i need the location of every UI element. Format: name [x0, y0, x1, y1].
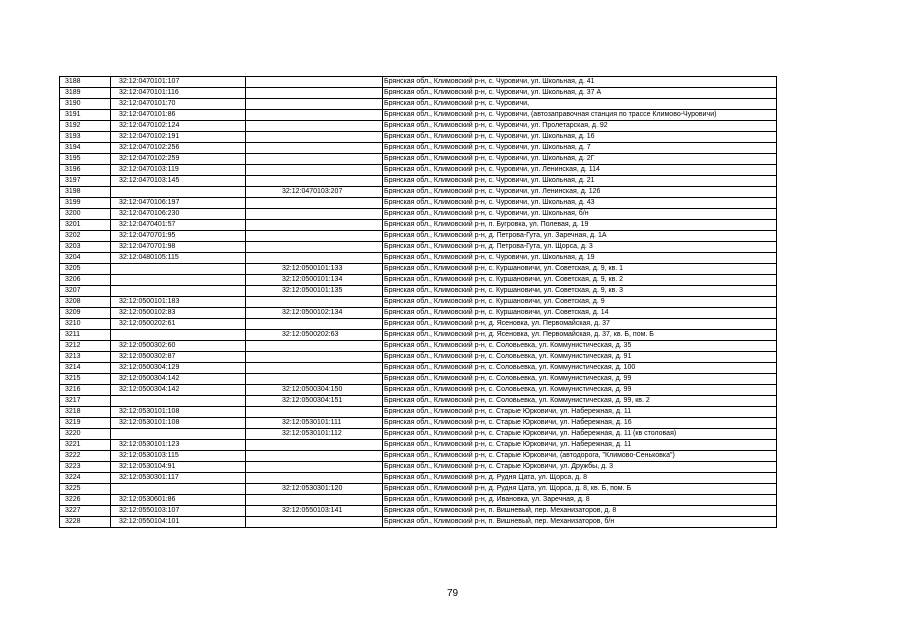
old-cadastral-number-cell: 32:12:0500302:60: [111, 341, 246, 352]
row-number-cell: 3197: [60, 176, 111, 187]
old-cadastral-number-cell: 32:12:0530101:123: [111, 440, 246, 451]
new-cadastral-number-cell: 32:12:0550103:141: [246, 506, 383, 517]
row-number-cell: 3200: [60, 209, 111, 220]
row-number-cell: 3226: [60, 495, 111, 506]
new-cadastral-number-cell: [246, 110, 383, 121]
old-cadastral-number-cell: 32:12:0500102:83: [111, 308, 246, 319]
new-cadastral-number-cell: [246, 374, 383, 385]
page-number: 79: [446, 588, 459, 599]
address-cell: Брянская обл., Климовский р-н, с. Куршановичи, ул. Советская, д. 9, кв. 2: [383, 275, 777, 286]
row-number-cell: 3189: [60, 88, 111, 99]
address-cell: Брянская обл., Климовский р-н, с. Соловьевка, ул. Коммунистическая, д. 99, кв. 2: [383, 396, 777, 407]
address-cell: Брянская обл., Климовский р-н, д. Рудня Цата, ул. Щорса, д. 8: [383, 473, 777, 484]
old-cadastral-number-cell: 32:12:0500304:142: [111, 374, 246, 385]
new-cadastral-number-cell: [246, 99, 383, 110]
address-cell: Брянская обл., Климовский р-н, с. Куршановичи, ул. Советская, д. 9: [383, 297, 777, 308]
table-row: [60, 88, 777, 99]
new-cadastral-number-cell: [246, 121, 383, 132]
row-number-cell: 3202: [60, 231, 111, 242]
row-number-cell: 3204: [60, 253, 111, 264]
address-cell: Брянская обл., Климовский р-н, с. Чуровичи, ул. Школьная, д. 7: [383, 143, 777, 154]
row-number-cell: 3207: [60, 286, 111, 297]
address-cell: Брянская обл., Климовский р-н, с. Чуровичи,: [383, 99, 777, 110]
table-row: [60, 231, 777, 242]
old-cadastral-number-cell: [111, 330, 246, 341]
new-cadastral-number-cell: [246, 77, 383, 88]
new-cadastral-number-cell: [246, 319, 383, 330]
address-cell: Брянская обл., Климовский р-н, д. Рудня Цата, ул. Щорса, д. 8, кв. Б, пом. Б: [383, 484, 777, 495]
table-row: [60, 165, 777, 176]
address-cell: Брянская обл., Климовский р-н, с. Куршановичи, ул. Советская, д. 9, кв. 1: [383, 264, 777, 275]
new-cadastral-number-cell: [246, 88, 383, 99]
address-cell: Брянская обл., Климовский р-н, с. Чуровичи, (автозаправочная станция по трассе Климово-Чуровичи): [383, 110, 777, 121]
row-number-cell: 3206: [60, 275, 111, 286]
address-cell: Брянская обл., Климовский р-н, п. Вишневый, пер. Механизаторов, д. 8: [383, 506, 777, 517]
new-cadastral-number-cell: 32:12:0500101:134: [246, 275, 383, 286]
old-cadastral-number-cell: 32:12:0470401:57: [111, 220, 246, 231]
new-cadastral-number-cell: [246, 440, 383, 451]
old-cadastral-number-cell: 32:12:0530101:108: [111, 418, 246, 429]
old-cadastral-number-cell: [111, 429, 246, 440]
old-cadastral-number-cell: 32:12:0470102:191: [111, 132, 246, 143]
table-row: [60, 308, 777, 319]
row-number-cell: 3213: [60, 352, 111, 363]
row-number-cell: 3223: [60, 462, 111, 473]
row-number-cell: 3220: [60, 429, 111, 440]
table-row: [60, 451, 777, 462]
old-cadastral-number-cell: [111, 275, 246, 286]
old-cadastral-number-cell: 32:12:0470102:124: [111, 121, 246, 132]
registry-table-container: [59, 76, 776, 528]
address-cell: Брянская обл., Климовский р-н, д. Петрова-Гута, ул. Щорса, д. 3: [383, 242, 777, 253]
address-cell: Брянская обл., Климовский р-н, с. Чуровичи, ул. Пролетарская, д. 92: [383, 121, 777, 132]
new-cadastral-number-cell: [246, 517, 383, 528]
old-cadastral-number-cell: 32:12:0500304:129: [111, 363, 246, 374]
new-cadastral-number-cell: [246, 363, 383, 374]
address-cell: Брянская обл., Климовский р-н, с. Старые Юрковичи, ул. Набережная, д. 16: [383, 418, 777, 429]
new-cadastral-number-cell: [246, 220, 383, 231]
old-cadastral-number-cell: 32:12:0500304:142: [111, 385, 246, 396]
address-cell: Брянская обл., Климовский р-н, с. Куршановичи, ул. Советская, д. 14: [383, 308, 777, 319]
row-number-cell: 3216: [60, 385, 111, 396]
old-cadastral-number-cell: 32:12:0530103:115: [111, 451, 246, 462]
row-number-cell: 3198: [60, 187, 111, 198]
address-cell: Брянская обл., Климовский р-н, с. Чуровичи, ул. Школьная, д. 16: [383, 132, 777, 143]
table-row: [60, 275, 777, 286]
new-cadastral-number-cell: [246, 165, 383, 176]
new-cadastral-number-cell: [246, 352, 383, 363]
row-number-cell: 3219: [60, 418, 111, 429]
row-number-cell: 3211: [60, 330, 111, 341]
table-row: [60, 429, 777, 440]
table-row: [60, 363, 777, 374]
address-cell: Брянская обл., Климовский р-н, д. Петрова-Гута, ул. Заречная, д. 1А: [383, 231, 777, 242]
address-cell: Брянская обл., Климовский р-н, с. Чуровичи, ул. Ленинская, д. 126: [383, 187, 777, 198]
old-cadastral-number-cell: 32:12:0480105:115: [111, 253, 246, 264]
table-row: [60, 374, 777, 385]
old-cadastral-number-cell: 32:12:0470101:116: [111, 88, 246, 99]
new-cadastral-number-cell: [246, 132, 383, 143]
row-number-cell: 3191: [60, 110, 111, 121]
row-number-cell: 3188: [60, 77, 111, 88]
address-cell: Брянская обл., Климовский р-н, с. Куршановичи, ул. Советская, д. 9, кв. 3: [383, 286, 777, 297]
table-row: [60, 352, 777, 363]
table-row: [60, 462, 777, 473]
old-cadastral-number-cell: 32:12:0530601:86: [111, 495, 246, 506]
row-number-cell: 3208: [60, 297, 111, 308]
new-cadastral-number-cell: 32:12:0500101:135: [246, 286, 383, 297]
old-cadastral-number-cell: 32:12:0470103:145: [111, 176, 246, 187]
table-row: [60, 440, 777, 451]
old-cadastral-number-cell: 32:12:0470106:230: [111, 209, 246, 220]
new-cadastral-number-cell: [246, 143, 383, 154]
table-row: [60, 484, 777, 495]
table-row: [60, 198, 777, 209]
address-cell: Брянская обл., Климовский р-н, д. Ясеновка, ул. Первомайская, д. 37: [383, 319, 777, 330]
new-cadastral-number-cell: [246, 154, 383, 165]
new-cadastral-number-cell: [246, 242, 383, 253]
old-cadastral-number-cell: 32:12:0470106:197: [111, 198, 246, 209]
address-cell: Брянская обл., Климовский р-н, с. Старые Юрковичи, ул. Набережная, д. 11 (кв столовая): [383, 429, 777, 440]
address-cell: Брянская обл., Климовский р-н, с. Чуровичи, ул. Школьная, д. 2Г: [383, 154, 777, 165]
address-cell: Брянская обл., Климовский р-н, с. Чуровичи, ул. Школьная, д. 21: [383, 176, 777, 187]
new-cadastral-number-cell: 32:12:0530301:120: [246, 484, 383, 495]
row-number-cell: 3221: [60, 440, 111, 451]
old-cadastral-number-cell: 32:12:0530101:108: [111, 407, 246, 418]
row-number-cell: 3203: [60, 242, 111, 253]
old-cadastral-number-cell: 32:12:0470701:98: [111, 242, 246, 253]
new-cadastral-number-cell: [246, 176, 383, 187]
table-row: [60, 418, 777, 429]
table-row: [60, 473, 777, 484]
table-row: [60, 506, 777, 517]
registry-table-body: [60, 77, 777, 528]
new-cadastral-number-cell: 32:12:0500101:133: [246, 264, 383, 275]
new-cadastral-number-cell: 32:12:0530101:111: [246, 418, 383, 429]
address-cell: Брянская обл., Климовский р-н, д. Ивановка, ул. Заречная, д. 8: [383, 495, 777, 506]
table-row: [60, 495, 777, 506]
address-cell: Брянская обл., Климовский р-н, с. Соловьевка, ул. Коммунистическая, д. 99: [383, 374, 777, 385]
old-cadastral-number-cell: 32:12:0500101:183: [111, 297, 246, 308]
new-cadastral-number-cell: 32:12:0500304:150: [246, 385, 383, 396]
new-cadastral-number-cell: [246, 341, 383, 352]
address-cell: Брянская обл., Климовский р-н, с. Старые Юрковичи, ул. Набережная, д. 11: [383, 407, 777, 418]
registry-table: [59, 76, 777, 528]
table-row: [60, 187, 777, 198]
table-row: [60, 143, 777, 154]
new-cadastral-number-cell: [246, 495, 383, 506]
new-cadastral-number-cell: [246, 297, 383, 308]
row-number-cell: 3214: [60, 363, 111, 374]
address-cell: Брянская обл., Климовский р-н, с. Соловьевка, ул. Коммунистическая, д. 99: [383, 385, 777, 396]
table-row: [60, 253, 777, 264]
old-cadastral-number-cell: 32:12:0530104:91: [111, 462, 246, 473]
old-cadastral-number-cell: 32:12:0470103:119: [111, 165, 246, 176]
row-number-cell: 3218: [60, 407, 111, 418]
table-row: [60, 110, 777, 121]
new-cadastral-number-cell: [246, 253, 383, 264]
row-number-cell: 3190: [60, 99, 111, 110]
row-number-cell: 3193: [60, 132, 111, 143]
new-cadastral-number-cell: [246, 198, 383, 209]
old-cadastral-number-cell: 32:12:0550103:107: [111, 506, 246, 517]
address-cell: Брянская обл., Климовский р-н, с. Старые Юрковичи, ул. Дружбы, д. 3: [383, 462, 777, 473]
table-row: [60, 121, 777, 132]
old-cadastral-number-cell: 32:12:0470102:256: [111, 143, 246, 154]
table-row: [60, 385, 777, 396]
table-row: [60, 286, 777, 297]
address-cell: Брянская обл., Климовский р-н, д. Ясеновка, ул. Первомайская, д. 37, кв. Б, пом. Б: [383, 330, 777, 341]
row-number-cell: 3199: [60, 198, 111, 209]
address-cell: Брянская обл., Климовский р-н, с. Чуровичи, ул. Ленинская, д. 114: [383, 165, 777, 176]
address-cell: Брянская обл., Климовский р-н, с. Старые Юрковичи, (автодорога, "Климово-Сеньковка"): [383, 451, 777, 462]
table-row: [60, 297, 777, 308]
address-cell: Брянская обл., Климовский р-н, с. Соловьевка, ул. Коммунистическая, д. 100: [383, 363, 777, 374]
new-cadastral-number-cell: 32:12:0500304:151: [246, 396, 383, 407]
old-cadastral-number-cell: 32:12:0550104:101: [111, 517, 246, 528]
table-row: [60, 396, 777, 407]
row-number-cell: 3210: [60, 319, 111, 330]
new-cadastral-number-cell: [246, 451, 383, 462]
new-cadastral-number-cell: 32:12:0500102:134: [246, 308, 383, 319]
row-number-cell: 3201: [60, 220, 111, 231]
address-cell: Брянская обл., Климовский р-н, с. Соловьевка, ул. Коммунистическая, д. 91: [383, 352, 777, 363]
table-row: [60, 209, 777, 220]
table-row: [60, 99, 777, 110]
old-cadastral-number-cell: [111, 187, 246, 198]
table-row: [60, 264, 777, 275]
row-number-cell: 3227: [60, 506, 111, 517]
address-cell: Брянская обл., Климовский р-н, с. Чуровичи, ул. Школьная, д. 43: [383, 198, 777, 209]
row-number-cell: 3192: [60, 121, 111, 132]
table-row: [60, 330, 777, 341]
row-number-cell: 3205: [60, 264, 111, 275]
old-cadastral-number-cell: 32:12:0470701:95: [111, 231, 246, 242]
address-cell: Брянская обл., Климовский р-н, п. Вишневый, пер. Механизаторов, б/н: [383, 517, 777, 528]
new-cadastral-number-cell: 32:12:0530101:112: [246, 429, 383, 440]
new-cadastral-number-cell: 32:12:0470103:207: [246, 187, 383, 198]
table-row: [60, 220, 777, 231]
address-cell: Брянская обл., Климовский р-н, с. Чуровичи, ул. Школьная, д. 41: [383, 77, 777, 88]
old-cadastral-number-cell: 32:12:0500202:61: [111, 319, 246, 330]
old-cadastral-number-cell: 32:12:0470102:259: [111, 154, 246, 165]
table-row: [60, 77, 777, 88]
old-cadastral-number-cell: 32:12:0500302:87: [111, 352, 246, 363]
row-number-cell: 3224: [60, 473, 111, 484]
row-number-cell: 3194: [60, 143, 111, 154]
old-cadastral-number-cell: 32:12:0470101:107: [111, 77, 246, 88]
address-cell: Брянская обл., Климовский р-н, с. Соловьевка, ул. Коммунистическая, д. 35: [383, 341, 777, 352]
old-cadastral-number-cell: 32:12:0530301:117: [111, 473, 246, 484]
row-number-cell: 3212: [60, 341, 111, 352]
row-number-cell: 3215: [60, 374, 111, 385]
old-cadastral-number-cell: [111, 484, 246, 495]
old-cadastral-number-cell: 32:12:0470101:70: [111, 99, 246, 110]
row-number-cell: 3195: [60, 154, 111, 165]
address-cell: Брянская обл., Климовский р-н, с. Чуровичи, ул. Школьная, б/н: [383, 209, 777, 220]
table-row: [60, 407, 777, 418]
table-row: [60, 242, 777, 253]
new-cadastral-number-cell: 32:12:0500202:63: [246, 330, 383, 341]
table-row: [60, 319, 777, 330]
old-cadastral-number-cell: 32:12:0470101:86: [111, 110, 246, 121]
new-cadastral-number-cell: [246, 209, 383, 220]
address-cell: Брянская обл., Климовский р-н, п. Бугровка, ул. Полевая, д. 19: [383, 220, 777, 231]
table-row: [60, 341, 777, 352]
new-cadastral-number-cell: [246, 473, 383, 484]
old-cadastral-number-cell: [111, 286, 246, 297]
address-cell: Брянская обл., Климовский р-н, с. Чуровичи, ул. Школьная, д. 37 А: [383, 88, 777, 99]
row-number-cell: 3196: [60, 165, 111, 176]
row-number-cell: 3209: [60, 308, 111, 319]
table-row: [60, 154, 777, 165]
row-number-cell: 3228: [60, 517, 111, 528]
new-cadastral-number-cell: [246, 462, 383, 473]
row-number-cell: 3225: [60, 484, 111, 495]
row-number-cell: 3217: [60, 396, 111, 407]
table-row: [60, 176, 777, 187]
table-row: [60, 517, 777, 528]
old-cadastral-number-cell: [111, 264, 246, 275]
table-row: [60, 132, 777, 143]
new-cadastral-number-cell: [246, 231, 383, 242]
old-cadastral-number-cell: [111, 396, 246, 407]
address-cell: Брянская обл., Климовский р-н, с. Старые Юрковичи, ул. Набережная, д. 11: [383, 440, 777, 451]
row-number-cell: 3222: [60, 451, 111, 462]
new-cadastral-number-cell: [246, 407, 383, 418]
address-cell: Брянская обл., Климовский р-н, с. Чуровичи, ул. Школьная, д. 19: [383, 253, 777, 264]
